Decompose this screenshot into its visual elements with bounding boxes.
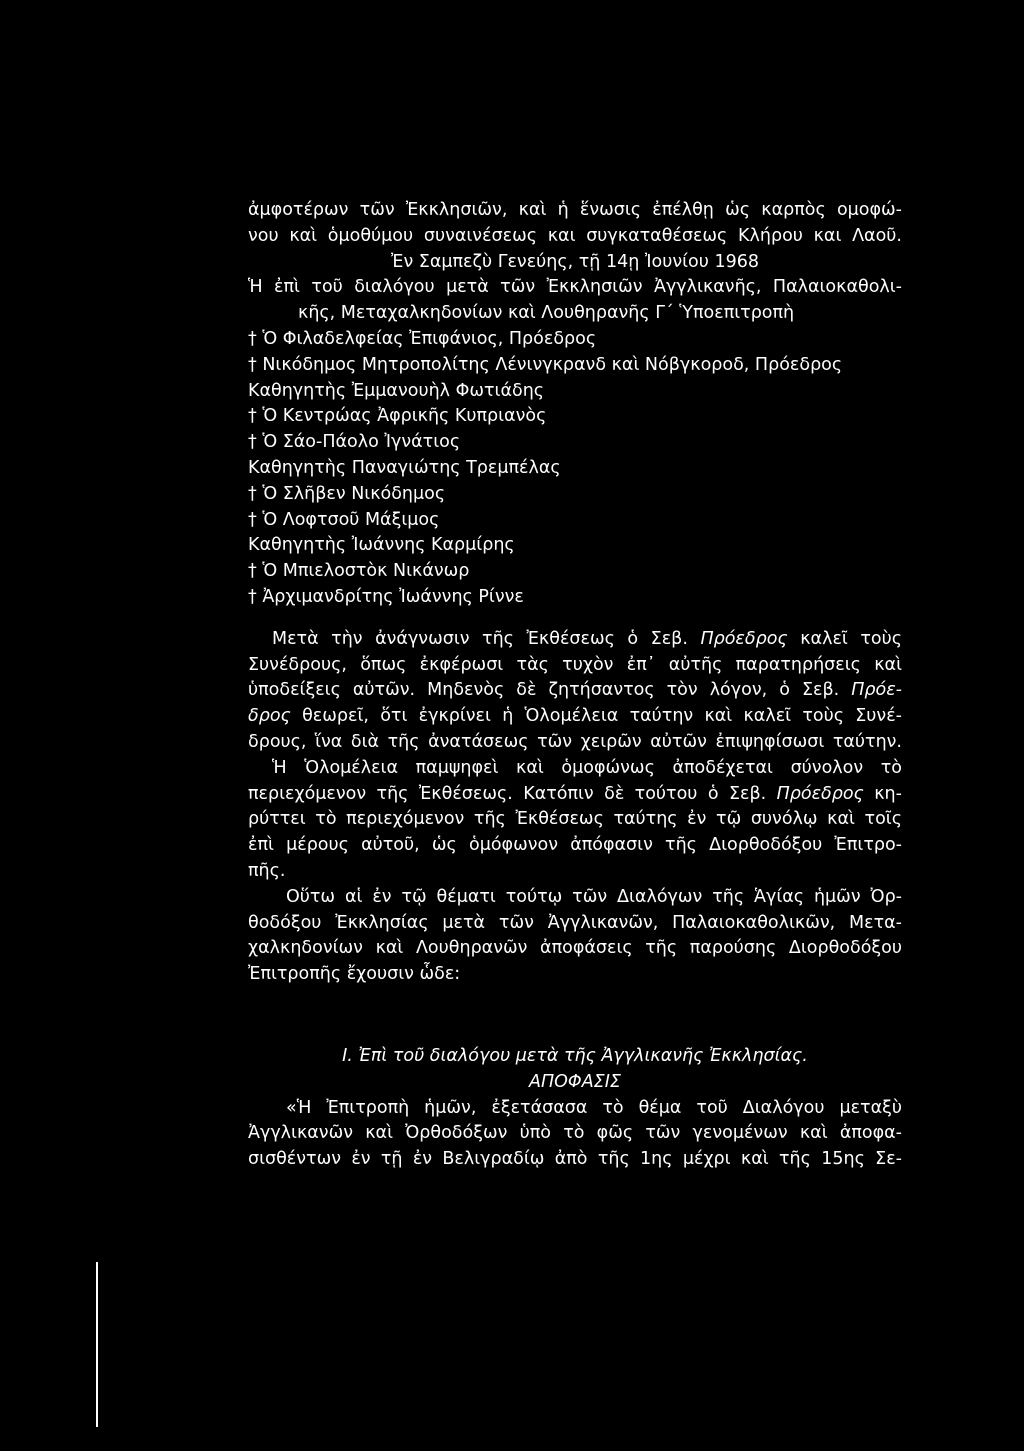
document-page	[248, 198, 902, 1173]
signatory: † Ὁ Φιλαδελφείας Ἐπιφάνιος, Πρόεδρος	[248, 328, 597, 349]
signatory: Καθηγητὴς Παναγιώτης Τρεμπέλας	[248, 457, 561, 478]
signatory: † Νικόδημος Μητροπολίτης Λένινγκρανδ καὶ Νόβγκοροδ, Πρόεδρος	[248, 354, 843, 375]
section-heading: I. Ἐπὶ τοῦ διαλόγου μετὰ τῆς Ἀγγλικανῆς Ἐκκλησίας.	[342, 1045, 808, 1066]
text-line: θοδόξου Ἐκκλησίας μετὰ τῶν Ἀγγλικανῶν, Παλαιοκαθολικῶν, Μετα-	[248, 912, 902, 933]
spacer	[248, 988, 902, 1044]
signatory: Καθηγητὴς Ἰωάννης Καρμίρης	[248, 535, 515, 556]
signatory: † Ὁ Σλῆβεν Νικόδημος	[248, 483, 446, 504]
signatory: † Ὁ Σάο-Πάολο Ἰγνάτιος	[248, 432, 461, 453]
text-line: πῆς.	[248, 860, 286, 881]
text-line: νου καὶ ὁμοθύμου συναινέσεως και συγκαταθέσεως Κλήρου και Λαοῦ.	[248, 225, 902, 246]
text-line: Μετὰ τὴν ἀνάγνωσιν τῆς Ἐκθέσεως ὁ Σεβ. Πρόεδρος καλεῖ τοὺς	[272, 628, 902, 649]
text-line: χαλκηδονίων καὶ Λουθηρανῶν ἀποφάσεις τῆς παρούσης Διορθοδόξου	[248, 938, 902, 959]
text-line: Ἡ ἐπὶ τοῦ διαλόγου μετὰ τῶν Ἐκκλησιῶν Ἀγγλικανῆς, Παλαιοκαθολι-	[248, 277, 902, 298]
text-line: ἀμφοτέρων τῶν Ἐκκλησιῶν, καὶ ἡ ἕνωσις ἐπέλθῃ ὡς καρπὸς ομοφώ-	[248, 200, 902, 220]
text-line: περιεχόμενον τῆς Ἐκθέσεως. Κατόπιν δὲ τούτου ὁ Σεβ. Πρόεδρος κη-	[248, 783, 902, 804]
signatory: † Ὁ Μπιελοστὸκ Νικάνωρ	[248, 561, 470, 582]
signatory: Καθηγητὴς Ἐμμανουὴλ Φωτιάδης	[248, 380, 545, 401]
text-line: Ἡ Ὁλομέλεια παμψηφεὶ καὶ ὁμοφώνως ἀποδέχεται σύνολον τὸ	[272, 757, 902, 778]
text-line: κῆς, Μεταχαλκηδονίων καὶ Λουθηρανῆς Γ´ Ὑποεπιτροπὴ	[298, 303, 795, 324]
margin-rule	[96, 1262, 98, 1427]
decision-heading: ΑΠΟΦΑΣΙΣ	[529, 1071, 621, 1092]
spacer	[248, 611, 902, 627]
date-line: Ἐν Σαμπεζὺ Γενεύης, τῇ 14ῃ Ἰουνίου 1968	[391, 251, 759, 272]
text-line: δρους, ἵνα διὰ τῆς ἀνατάσεως τῶν χειρῶν αὐτῶν ἐπιψηφίσωσι ταύτην.	[248, 731, 902, 752]
text-line: ρύττει τὸ περιεχόμενον τῆς Ἐκθέσεως ταύτης ἐν τῷ συνόλῳ καὶ τοῖς	[248, 809, 902, 830]
text-line: Συνέδρους, ὅπως ἐκφέρωσι τὰς τυχὸν ἐπ᾽ αὐτῆς παρατηρήσεις καὶ	[248, 654, 902, 675]
signatory: † Ὁ Κεντρώας Ἀφρικῆς Κυπριανὸς	[248, 406, 547, 427]
text-line: δρος θεωρεῖ, ὅτι ἐγκρίνει ἡ Ὁλομέλεια ταύτην καὶ καλεῖ τοὺς Συνέ-	[248, 706, 902, 727]
text-line: σισθέντων ἐν τῇ ἐν Βελιγραδίῳ ἀπὸ τῆς 1ης μέχρι καὶ τῆς 15ης Σε-	[248, 1149, 902, 1170]
text-line: ὑποδείξεις αὐτῶν. Μηδενὸς δὲ ζητήσαντος τὸν λόγον, ὁ Σεβ. Πρόε-	[248, 680, 902, 701]
signatory: † Ὁ Λοφτσοῦ Μάξιμος	[248, 509, 440, 530]
text-line: Οὕτω αἱ ἐν τῷ θέματι τούτῳ τῶν Διαλόγων τῆς Ἁγίας ἡμῶν Ὀρ-	[286, 886, 902, 907]
text-line: Ἐπιτροπῆς ἔχουσιν ὧδε:	[248, 964, 461, 985]
text-line: Ἀγγλικανῶν καὶ Ὀρθοδόξων ὑπὸ τὸ φῶς τῶν γενομένων καὶ ἀποφα-	[248, 1123, 902, 1144]
text-line: ἐπὶ μέρους αὐτοῦ, ὡς ὁμόφωνον ἀπόφασιν τῆς Διορθοδόξου Ἐπιτρο-	[248, 835, 902, 856]
signatory: † Ἀρχιμανδρίτης Ἰωάννης Ρίννε	[248, 586, 524, 607]
text-line: «Ἡ Ἐπιτροπὴ ἡμῶν, ἐξετάσασα τὸ θέμα τοῦ Διαλόγου μεταξὺ	[286, 1097, 902, 1118]
